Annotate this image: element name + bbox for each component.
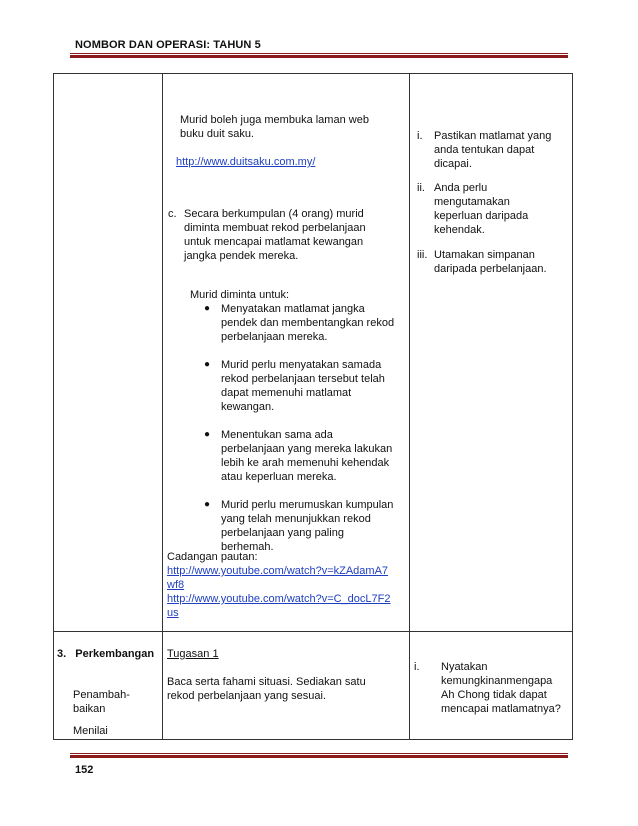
bullet-icon: ● xyxy=(204,429,211,440)
intro-text: Murid boleh juga membuka laman web buku duit saku. xyxy=(180,114,369,140)
page-number: 152 xyxy=(75,764,94,776)
note-label: iii. xyxy=(417,249,428,261)
page-header: NOMBOR DAN OPERASI: TAHUN 5 xyxy=(75,39,261,51)
column-divider xyxy=(162,74,163,739)
header-rule xyxy=(70,53,568,58)
list-item: ● Menyatakan matlamat jangka pendek dan membentangkan rekod perbelanjaan mereka. xyxy=(204,303,395,343)
links-heading: Cadangan pautan: xyxy=(167,551,258,563)
youtube-link-1[interactable]: http://www.youtube.com/watch?v=kZAdamA7 wf8 xyxy=(167,565,389,591)
note-ii: ii. Anda perlu mengutamakan keperluan daripada kehendak. xyxy=(417,182,529,236)
note-i: i. Pastikan matlamat yang anda tentukan dapat dicapai. xyxy=(417,130,552,170)
bullet-icon: ● xyxy=(204,499,211,510)
bullet-list xyxy=(204,302,407,554)
footer-rule xyxy=(70,753,568,758)
stage-title: 3. Perkembangan xyxy=(57,648,155,660)
stage-sub-penambahbaikan: Penambah- baikan xyxy=(73,689,130,715)
task-title: Tugasan 1 xyxy=(167,648,219,660)
note-label: ii. xyxy=(417,182,425,194)
youtube-link-2[interactable]: http://www.youtube.com/watch?v=C_docL7F2 us xyxy=(167,593,391,619)
note-label: i. xyxy=(417,130,423,142)
row-divider xyxy=(54,631,572,632)
stage-sub-menilai: Menilai xyxy=(73,725,108,737)
note-label: i. xyxy=(414,661,420,673)
bullet-icon: ● xyxy=(204,359,211,370)
list-item: ● Murid perlu menyatakan samada rekod perbelanjaan tersebut telah dapat memenuhi matlamat kewangan. xyxy=(204,359,385,413)
question-i: i. Nyatakan kemungkinanmengapa Ah Chong tidak dapat mencapai matlamatnya? xyxy=(414,661,561,715)
list-item: ● Murid perlu merumuskan kumpulan yang telah menunjukkan rekod perbelanjaan yang paling berhemah. xyxy=(204,499,394,553)
note-iii: iii. Utamakan simpanan daripada perbelanjaan. xyxy=(417,249,547,275)
task-intro: Murid diminta untuk: xyxy=(190,289,290,301)
list-item: ● Menentukan sama ada perbelanjaan yang mereka lakukan lebih ke arah memenuhi kehendak atau keperluan mereka. xyxy=(204,429,393,483)
task-description: Baca serta fahami situasi. Sediakan satu rekod perbelanjaan yang sesuai. xyxy=(167,676,366,702)
bullet-icon: ● xyxy=(204,303,211,314)
item-c: c. Secara berkumpulan (4 orang) murid diminta membuat rekod perbelanjaan untuk mencapai matlamat kewangan jangka pendek mereka. xyxy=(168,208,366,262)
stage-number: 3. xyxy=(57,648,67,660)
column-divider xyxy=(409,74,410,739)
duitsaku-link[interactable]: http://www.duitsaku.com.my/ xyxy=(176,156,316,168)
item-c-label: c. xyxy=(168,208,177,220)
lesson-table xyxy=(53,73,573,740)
